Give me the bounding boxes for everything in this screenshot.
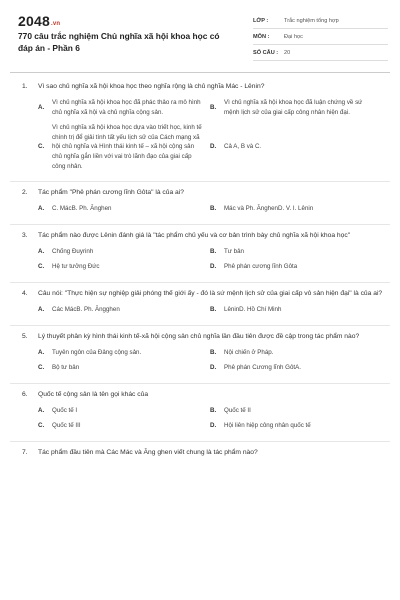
question-number: 7.	[22, 448, 28, 456]
answer-option[interactable]	[210, 244, 382, 260]
meta-value: Trắc nghiệm tổng hợp	[284, 17, 339, 24]
page-title: 770 câu trắc nghiệm Chủ nghĩa xã hội khoa học có đáp án - Phần 6	[18, 31, 220, 53]
answer-letter: C.	[38, 263, 45, 271]
answer-text: Vì chủ nghĩa xã hội khoa học đã luận chứng về sứ mệnh lịch sử của giai cấp công nhân hiện đại.	[224, 99, 363, 116]
question-number: 6.	[22, 390, 28, 398]
answer-letter: A.	[38, 406, 45, 414]
question-divider	[10, 181, 390, 182]
answer-letter: B.	[210, 406, 217, 414]
logo-main-text: 2048	[18, 13, 50, 29]
meta-row-subject	[253, 29, 388, 45]
answer-text: Chống Đuyrinh	[52, 247, 94, 255]
meta-info	[253, 13, 388, 61]
answer-list	[38, 201, 386, 217]
question-number: 5.	[22, 332, 28, 340]
answer-option[interactable]	[210, 418, 382, 434]
question-item	[0, 332, 400, 376]
answer-text: Vì chủ nghĩa xã hội khoa học dựa vào triết học, kinh tế chính trị để giải tính tất yếu lịch sử của Cách mạng xã hội chủ nghĩa và Hình thái kinh tế – xã hội cộng sản chủ nghĩa gắn liền với vai trò lãnh đạo của giai cấp công nhân.	[52, 124, 202, 170]
answer-letter: B.	[210, 247, 217, 255]
answer-option[interactable]	[210, 345, 382, 361]
question-text-row	[22, 188, 386, 198]
question-divider	[10, 325, 390, 326]
answer-text: Quốc tế II	[224, 406, 251, 414]
answer-option[interactable]	[38, 95, 210, 120]
answer-text: Quốc tế I	[52, 406, 78, 414]
answer-letter: D.	[210, 143, 217, 151]
answer-letter: B.	[210, 348, 217, 356]
answer-text: Vì chủ nghĩa xã hội khoa học đã phác thảo ra mô hình chủ nghĩa xã hội và chủ nghĩa cộng sản.	[52, 99, 201, 116]
meta-label: SỐ CÂU :	[253, 49, 279, 56]
question-text-row	[22, 289, 386, 299]
answer-list	[38, 244, 386, 275]
question-text-row	[22, 448, 386, 458]
answer-list	[38, 95, 386, 174]
question-text: Tác phẩm nào được Lênin đánh giá là "tác phẩm chủ yếu và cơ bản trình bày chủ nghĩa xã hội khoa học"	[38, 231, 351, 239]
answer-list	[38, 345, 386, 376]
answer-option[interactable]	[210, 403, 382, 419]
answer-letter: C.	[38, 422, 45, 430]
answer-letter: B.	[210, 305, 217, 313]
answer-letter: A.	[38, 247, 45, 255]
question-text-row	[22, 82, 386, 92]
question-number: 1.	[22, 83, 28, 90]
answer-option[interactable]	[38, 302, 210, 318]
answer-option[interactable]	[210, 360, 382, 376]
answer-option[interactable]	[210, 259, 382, 275]
meta-value: 20	[284, 49, 291, 56]
question-text: Vì sao chủ nghĩa xã hội khoa học theo nghĩa rộng là chủ nghĩa Mác - Lênin?	[38, 83, 265, 90]
answer-letter: C.	[38, 143, 45, 151]
question-number: 2.	[22, 189, 28, 197]
answer-option[interactable]	[38, 345, 210, 361]
answer-letter: D.	[210, 422, 217, 430]
question-list	[0, 76, 400, 458]
question-item	[0, 82, 400, 174]
answer-letter: C.	[38, 364, 45, 372]
header-divider	[10, 72, 390, 73]
answer-text: Nội chiến ở Pháp.	[224, 348, 274, 356]
question-text: Tác phẩm đầu tiên mà Các Mác và Ăng ghen viết chung là tác phẩm nào?	[38, 448, 258, 456]
question-number: 3.	[22, 231, 28, 239]
meta-row-class	[253, 13, 388, 29]
logo-tld-text: .vn	[50, 21, 61, 27]
meta-value: Đại học	[284, 33, 303, 40]
answer-option[interactable]	[38, 360, 210, 376]
site-logo[interactable]	[18, 13, 60, 29]
question-divider	[10, 224, 390, 225]
question-text-row	[22, 390, 386, 400]
answer-text: Hệ tư tưởng Đức	[52, 263, 100, 271]
question-item	[0, 289, 400, 318]
answer-text: Phê phán Cương lĩnh GôtA.	[224, 364, 301, 372]
answer-letter: D.	[210, 364, 217, 372]
answer-letter: A.	[38, 305, 45, 313]
answer-letter: D.	[210, 263, 217, 271]
meta-label: MÔN :	[253, 33, 270, 40]
question-item	[0, 390, 400, 434]
answer-letter: B.	[210, 205, 217, 213]
answer-letter: A.	[38, 348, 45, 356]
answer-option[interactable]	[210, 120, 382, 174]
page-header	[0, 0, 400, 72]
meta-row-question-count	[253, 45, 388, 61]
answer-option[interactable]	[38, 201, 210, 217]
answer-letter: B.	[210, 103, 217, 111]
answer-option[interactable]	[38, 120, 210, 174]
question-text-row	[22, 332, 386, 342]
answer-option[interactable]	[38, 418, 210, 434]
question-text: Lý thuyết phân kỳ hình thái kinh tế-xã hội cộng sản chủ nghĩa lần đầu tiên được đề cập trong tác phẩm nào?	[38, 332, 360, 340]
answer-option[interactable]	[210, 302, 382, 318]
answer-text: Tuyên ngôn của Đảng cộng sản.	[52, 348, 142, 356]
question-item	[0, 231, 400, 275]
answer-option[interactable]	[38, 244, 210, 260]
answer-letter: A.	[38, 103, 45, 111]
answer-list	[38, 302, 386, 318]
question-number: 4.	[22, 289, 28, 297]
answer-text: Các MácB. Ph. Ăngghen	[52, 305, 120, 313]
question-divider	[10, 282, 390, 283]
answer-text: Tư bản	[224, 247, 244, 255]
question-item	[0, 188, 400, 217]
question-text: Tác phẩm "Phê phán cương lĩnh Gôta" là của ai?	[38, 189, 184, 197]
answer-list	[38, 403, 386, 434]
answer-text: Quốc tế III	[52, 422, 81, 430]
question-item	[0, 448, 400, 458]
answer-option[interactable]	[210, 201, 382, 217]
answer-option[interactable]	[38, 259, 210, 275]
question-divider	[10, 383, 390, 384]
question-text: Quốc tế cộng sản là tên gọi khác của	[38, 390, 149, 398]
answer-option[interactable]	[210, 95, 382, 120]
meta-label: LỚP :	[253, 17, 269, 24]
answer-text: LêninD. Hồ Chí Minh	[224, 305, 282, 313]
answer-letter: A.	[38, 205, 45, 213]
question-text: Câu nói: "Thực hiện sự nghiệp giải phóng thế giới ấy - đó là sứ mệnh lịch sử của giai cấp vô sản hiện đại" là của ai?	[38, 289, 383, 297]
answer-text: Phê phán cương lĩnh Gôta	[224, 263, 298, 271]
answer-text: Bộ tư bản	[52, 364, 80, 372]
answer-text: Hội liên hiệp công nhân quốc tế	[224, 422, 311, 430]
answer-text: C. MácB. Ph. Ănghen	[52, 205, 112, 213]
answer-option[interactable]	[38, 403, 210, 419]
answer-text: Cả A, B và C.	[224, 143, 262, 151]
answer-text: Mác và Ph. ĂnghenD. V. I. Lênin	[224, 205, 314, 213]
question-text-row	[22, 231, 386, 241]
question-divider	[10, 441, 390, 442]
